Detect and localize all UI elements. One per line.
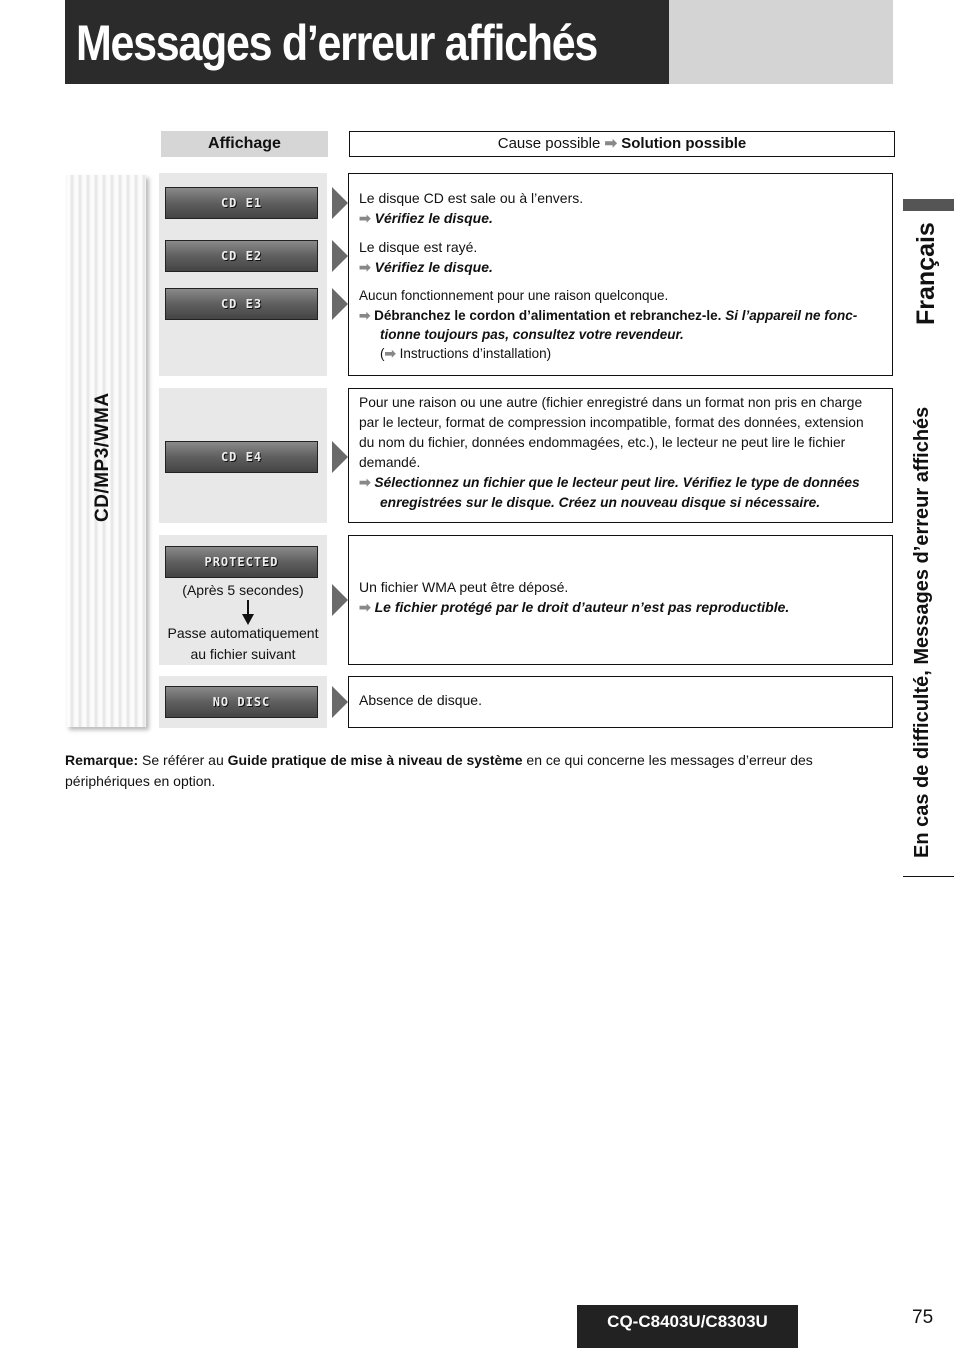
page-number: 75 bbox=[912, 1307, 934, 1328]
cause-line: du nom du fichier, données endommagées, etc.), le lecteur ne peut lire le fichier bbox=[359, 435, 846, 450]
language-tab-marker bbox=[903, 199, 954, 211]
lcd-protected: PROTECTED bbox=[165, 546, 318, 578]
cause-text: Le disque est rayé. bbox=[359, 239, 478, 255]
section-label: En cas de difficulté, Messages d’erreur affichés bbox=[911, 406, 933, 858]
remark-text: Se référer au bbox=[142, 752, 224, 768]
solution-text: ➡ Le fichier protégé par le droit d’auteur n’est pas reproductible. bbox=[359, 599, 790, 615]
after-seconds-label: (Après 5 secondes) bbox=[182, 582, 304, 598]
arrow-right-icon: ➡ bbox=[359, 210, 371, 226]
pointer-icon bbox=[332, 240, 348, 272]
pointer-icon bbox=[332, 441, 348, 473]
section-divider bbox=[903, 876, 954, 877]
next-file-line-2: au fichier suivant bbox=[190, 646, 296, 662]
cause-protected bbox=[359, 577, 889, 617]
remark-guide: Guide pratique de mise à niveau de système bbox=[227, 752, 523, 768]
pointer-icon bbox=[332, 584, 348, 616]
lcd-cd-e2: CD E2 bbox=[165, 240, 318, 272]
cause-text: Le disque CD est sale ou à l’envers. bbox=[359, 190, 584, 206]
cause-line: par le lecteur, format de compression incompatible, format des données, extension bbox=[359, 415, 864, 430]
reference-text: (➡ Instructions d’installation) bbox=[380, 346, 552, 361]
solution-label: Solution possible bbox=[621, 135, 747, 152]
column-header-cause bbox=[349, 131, 895, 157]
arrow-right-icon: ➡ bbox=[604, 135, 618, 152]
solution-text: ➡ Débranchez le cordon d’alimentation et rebranchez-le. Si l’appareil ne fonc- bbox=[359, 308, 858, 323]
lcd-cd-e4: CD E4 bbox=[165, 441, 318, 473]
remark-text: en ce qui concerne les messages d’erreur des bbox=[526, 752, 813, 768]
arrow-right-icon: ➡ bbox=[384, 346, 396, 361]
cause-text: Un fichier WMA peut être déposé. bbox=[359, 579, 569, 595]
cause-nodisc: Absence de disque. bbox=[359, 692, 482, 708]
language-label: Français bbox=[912, 222, 940, 325]
arrow-right-icon: ➡ bbox=[359, 599, 371, 615]
model-badge: CQ-C8403U/C8303U bbox=[577, 1305, 798, 1348]
remark-label: Remarque: bbox=[65, 752, 139, 768]
lcd-no-disc: NO DISC bbox=[165, 686, 318, 718]
cause-label: Cause possible bbox=[497, 135, 601, 152]
column-header-display: Affichage bbox=[161, 131, 328, 157]
next-file-line-1: Passe automatiquement bbox=[167, 625, 319, 641]
solution-text-cont: tionne toujours pas, consultez votre revendeur. bbox=[380, 327, 684, 342]
next-file-label bbox=[159, 623, 327, 665]
remark-note bbox=[65, 750, 825, 792]
solution-text: ➡ Vérifiez le disque. bbox=[359, 210, 493, 226]
category-label: CD/MP3/WMA bbox=[92, 392, 113, 522]
solution-text-cont: enregistrées sur le disque. Créez un nouveau disque si nécessaire. bbox=[380, 495, 821, 510]
pointer-icon bbox=[332, 288, 348, 320]
page-title: Messages d’erreur affichés bbox=[76, 15, 597, 71]
cause-line: Pour une raison ou une autre (fichier enregistré dans un format non pris en charge bbox=[359, 395, 863, 410]
solution-text: ➡ Sélectionnez un fichier que le lecteur peut lire. Vérifiez le type de données bbox=[359, 475, 860, 490]
lcd-cd-e1: CD E1 bbox=[165, 187, 318, 219]
arrow-right-icon: ➡ bbox=[359, 475, 371, 490]
remark-text: périphériques en option. bbox=[65, 773, 216, 789]
lcd-cd-e3: CD E3 bbox=[165, 288, 318, 320]
cause-line: demandé. bbox=[359, 455, 421, 470]
arrow-right-icon: ➡ bbox=[359, 259, 371, 275]
arrow-right-icon: ➡ bbox=[359, 308, 371, 323]
cause-cde2 bbox=[359, 237, 879, 277]
pointer-icon bbox=[332, 187, 348, 219]
cause-cde1 bbox=[359, 188, 879, 228]
solution-text: ➡ Vérifiez le disque. bbox=[359, 259, 493, 275]
cause-cde4 bbox=[359, 393, 889, 513]
cause-text: Aucun fonctionnement pour une raison quelconque. bbox=[359, 288, 669, 303]
cause-cde3 bbox=[359, 285, 884, 363]
pointer-icon bbox=[332, 686, 348, 718]
